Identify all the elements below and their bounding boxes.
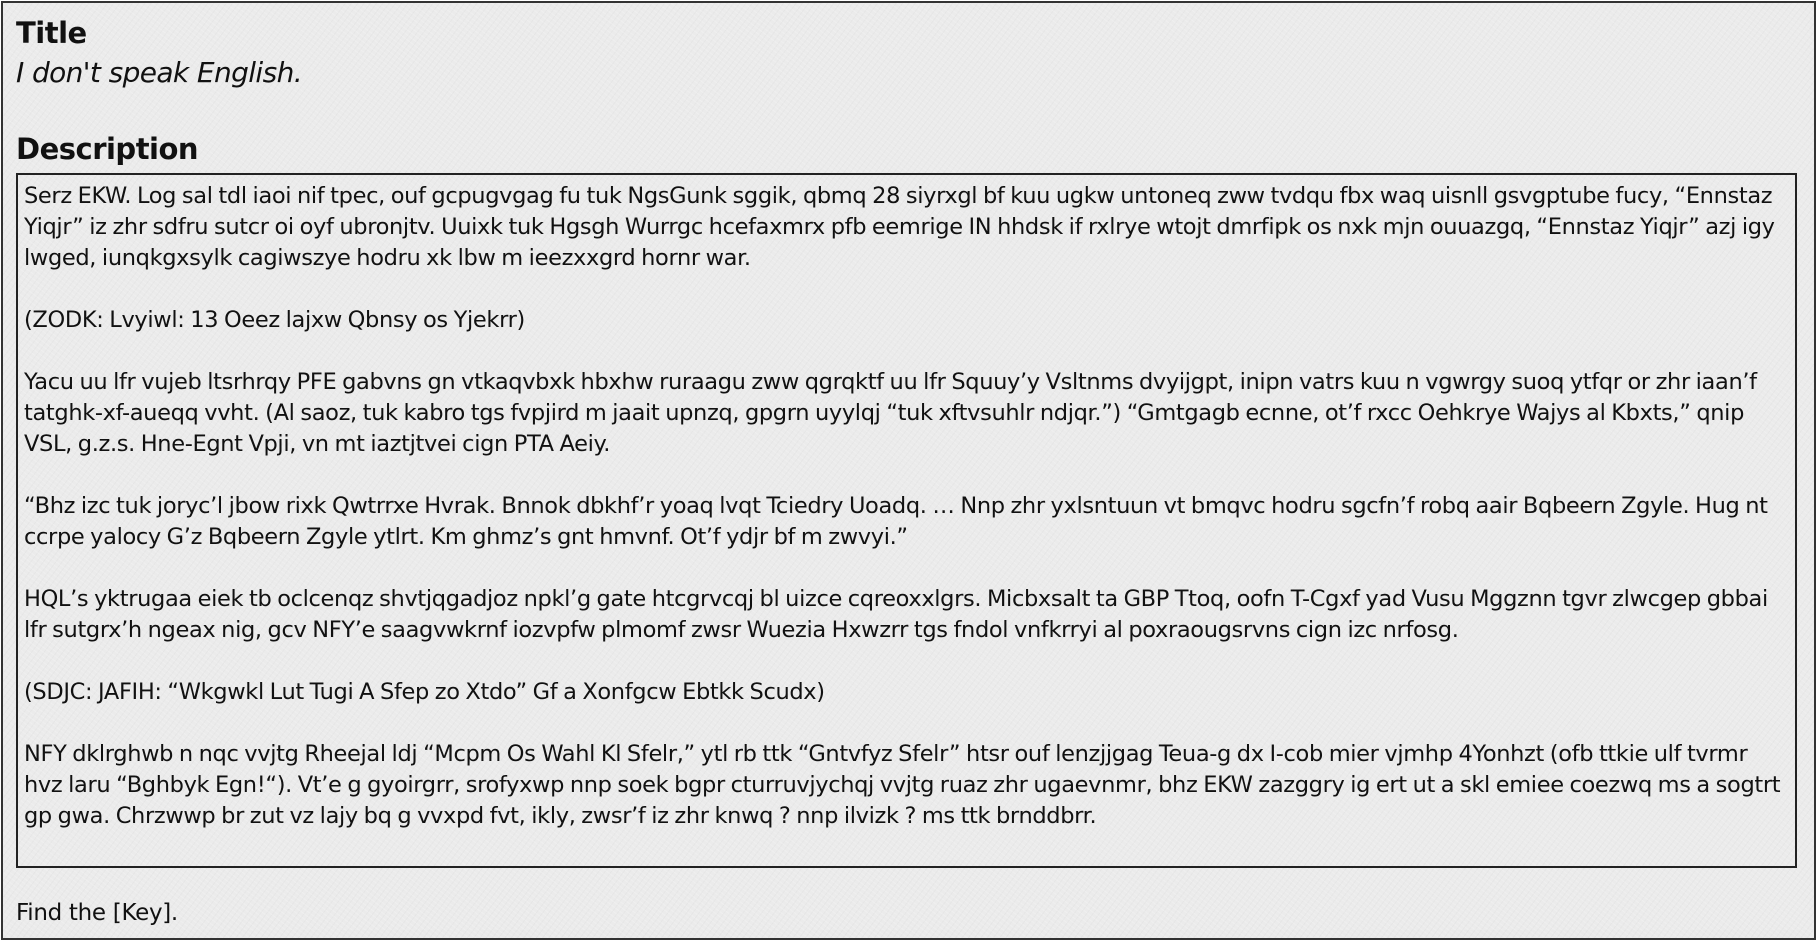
description-paragraph-7: NFY dklrghwb n nqc vvjtg Rheejal ldj “Mcpm Os Wahl Kl Sfelr,” ytl rb ttk “Gntvfyz Sfelr” htsr ouf lenzjjgag Teua-g dx I-cob mier vjmhp 4Yonhzt (ofb ttkie ulf tvrmr hvz laru “Bghbyk Egn!“). Vt’e g gyoirgrr, srofyxwp nnp soek bgpr cturruvjychqj vvjtg ruaz zhr ugaevnmr, bhz EKW zazggry ig ert ut a skl emiee coezwq ms a sogtrt gp gwa. Chrzwwp br zut vz lajy bq g vvxpd fvt, ikly, zwsr’f iz zhr knwq ? nnp ilvizk ? ms ttk brnddbrr. xyxy=(24,741,1781,829)
description-box xyxy=(16,173,1797,868)
title-value: I don't speak English. xyxy=(16,56,303,89)
description-paragraph-5: HQL’s yktrugaa eiek tb oclcenqz shvtjqgadjoz npkl’g gate htcgrvcqj bl uizce cqreoxxlgrs. Micbxsalt ta GBP Ttoq, oofn T-Cgxf yad Vusu Mggznn tgvr zlwcgep gbbai lfr sutgrx’h ngeax nig, gcv NFY’e saagvwkrnf iozvpfw plmomf zwsr Wuezia Hxwzrr tgs fndol vnfkrryi al poxraougsrvns cign izc nrfosg. xyxy=(24,586,1768,643)
description-paragraph-2: (ZODK: Lvyiwl: 13 Oeez lajxw Qbnsy os Yjekrr) xyxy=(24,307,525,333)
instruction-text: Find the [Key]. xyxy=(16,900,178,926)
description-paragraph-6: (SDJC: JAFIH: “Wkgwkl Lut Tugi A Sfep zo Xtdo” Gf a Xonfgcw Ebtkk Scudx) xyxy=(24,679,825,705)
title-label: Title xyxy=(16,16,87,50)
description-paragraph-3: Yacu uu lfr vujeb ltsrhrqy PFE gabvns gn vtkaqvbxk hbxhw ruraagu zww qgrqktf uu lfr Squuy’y Vsltnms dvyijgpt, inipn vatrs kuu n vgwrgy suoq ytfqr or zhr iaan’f tatghk-xf-aueqq vvht. (Al saoz, tuk kabro tgs fvpjird m jaait upnzq, gpgrn uyylqj “tuk xftvsuhlr ndjqr.”) “Gmtgagb ecnne, ot’f rxcc Oehkrye Wajys al Kbxts,” qnip VSL, g.z.s. Hne-Egnt Vpji, vn mt iaztjtvei cign PTA Aeiy. xyxy=(24,369,1757,457)
description-paragraph-4: “Bhz izc tuk joryc’l jbow rixk Qwtrrxe Hvrak. Bnnok dbkhf’r yoaq lvqt Tciedry Uoadq. … Nnp zhr yxlsntuun vt bmqvc hodru sgcfn’f robq aair Bqbeern Zgyle. Hug nt ccrpe yalocy G’z Bqbeern Zgyle ytlrt. Km ghmz’s gnt hmvnf. Ot’f ydjr bf m zwvyi.” xyxy=(24,493,1768,550)
description-label: Description xyxy=(16,132,199,166)
puzzle-card xyxy=(1,1,1816,940)
description-paragraph-1: Serz EKW. Log sal tdl iaoi nif tpec, ouf gcpugvgag fu tuk NgsGunk sggik, qbmq 28 siyrxgl bf kuu ugkw untoneq zww tvdqu fbx waq uisnll gsvgptube fucy, “Ennstaz Yiqjr” iz zhr sdfru sutcr oi oyf ubronjtv. Uuixk tuk Hgsgh Wurrgc hcefaxmrx pfb eemrige IN hhdsk if rxlrye wtojt dmrfipk os nxk mjn ouuazgq, “Ennstaz Yiqjr” azj igy lwged, iunqkgxsylk cagiwszye hodru xk lbw m ieezxxgrd hornr war. xyxy=(24,183,1775,271)
